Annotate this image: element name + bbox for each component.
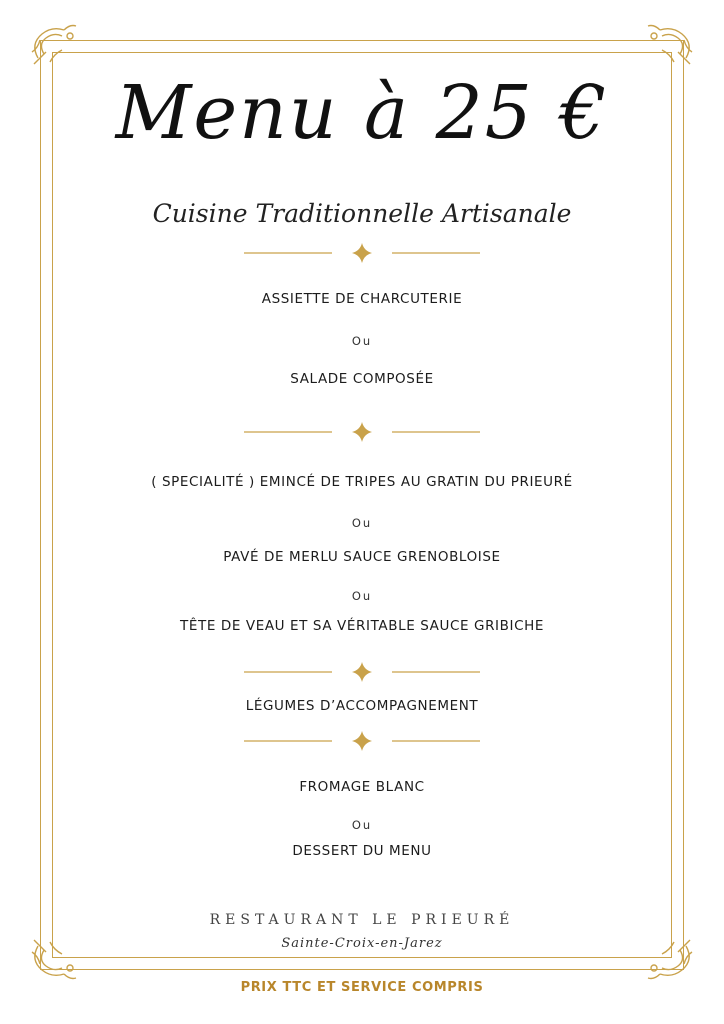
menu-title: Menu à 25 €: [115, 70, 609, 156]
menu-item: SALADE COMPOSÉE: [290, 371, 434, 387]
menu-item: DESSERT DU MENU: [292, 843, 432, 859]
or-separator: Ou: [351, 516, 373, 530]
price-note: PRIX TTC ET SERVICE COMPRIS: [240, 980, 484, 995]
menu-item: TÊTE DE VEAU ET SA VÉRITABLE SAUCE GRIBICHE: [180, 618, 544, 634]
restaurant-name: RESTAURANT LE PRIEURÉ: [209, 912, 515, 928]
or-separator: Ou: [351, 818, 373, 832]
corner-ornament-icon: [24, 14, 80, 70]
or-separator: Ou: [351, 589, 373, 603]
menu-item: ASSIETTE DE CHARCUTERIE: [261, 291, 463, 307]
sparkle-divider-icon: [242, 660, 482, 684]
or-separator: Ou: [351, 334, 373, 348]
corner-ornament-icon: [644, 14, 700, 70]
sparkle-divider-icon: [242, 241, 482, 265]
menu-subtitle: Cuisine Traditionnelle Artisanale: [152, 199, 572, 228]
menu-item: PAVÉ DE MERLU SAUCE GRENOBLOISE: [223, 549, 501, 565]
menu-item: LÉGUMES D’ACCOMPAGNEMENT: [245, 698, 479, 714]
menu-item: FROMAGE BLANC: [299, 779, 425, 795]
menu-item: ( SPECIALITÉ ) EMINCÉ DE TRIPES AU GRATIN DU PRIEURÉ: [151, 474, 573, 490]
sparkle-divider-icon: [242, 729, 482, 753]
sparkle-divider-icon: [242, 420, 482, 444]
restaurant-town: Sainte-Croix-en-Jarez: [281, 936, 443, 951]
